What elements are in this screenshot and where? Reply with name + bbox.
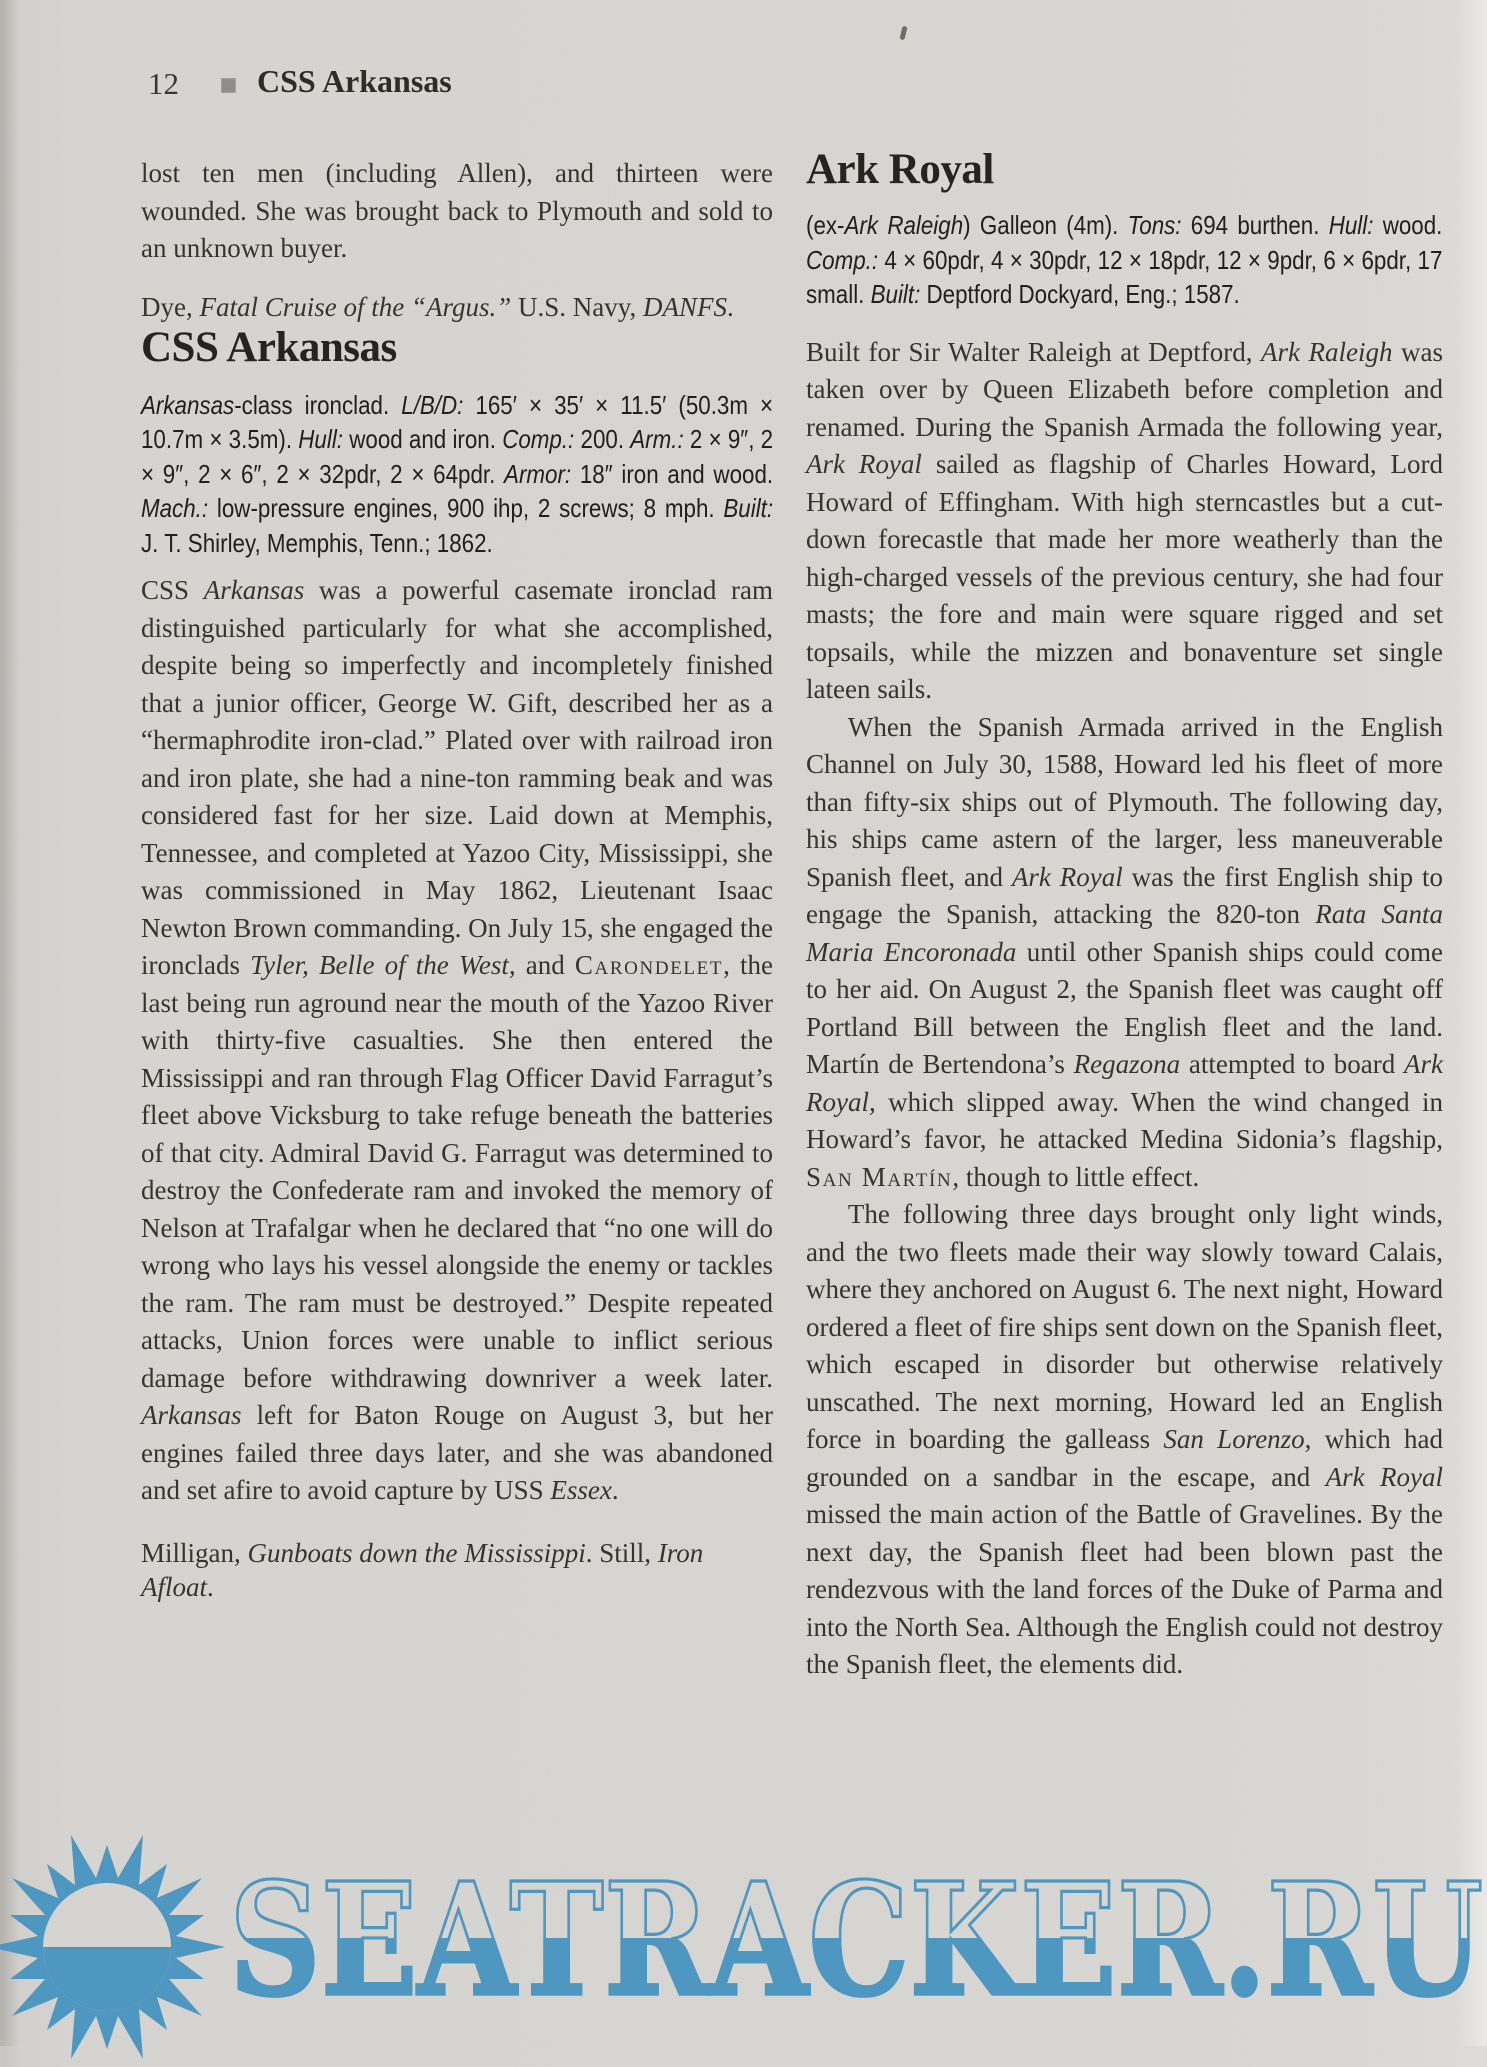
page-edge-shadow-left [0, 0, 20, 2046]
ink-speck [899, 26, 907, 41]
body-paragraph: The following three days brought only light winds, and the two fleets made their way slowly toward Calais, where they anchored on August 6. The next night, Howard ordered a fleet of fire ships sent down on the Spanish fleet, which escaped in disorder but otherwise relatively unscathed. The next morning, Howard led an English force in boarding the galleass San Lorenzo, which had grounded on a sandbar in the escape, and Ark Royal missed the main action of the Battle of Gravelines. By the next day, the Spanish fleet had been blown past the rendezvous with the land forces of the Duke of Parma and into the North Sea. Although the English could not destroy the Spanish fleet, the elements did. [806, 1199, 1444, 1679]
body-paragraph: CSS Arkansas was a powerful casemate ironclad ram distinguished particularly for what she accomplished, despite being so imperfectly and incompletely finished that a junior officer, George W. Gift, described her as a “hermaphrodite iron-clad.” Plated over with railroad iron and iron plate, she had a nine-ton ramming beak and was considered fast for her size. Laid down at Memphis, Tennessee, and completed at Yazoo City, Mississippi, she was commissioned in May 1862, Lieutenant Isaac Newton Brown commanding. On July 15, she engaged the ironclads Tyler, Belle of the West, and Carondelet, the last being run aground near the mouth of the Yazoo River with thirty-five casualties. She then entered the Mississippi and ran through Flag Officer David Farragut’s fleet above Vicksburg to take refuge beneath the batteries of that city. Admiral David G. Farragut was determined to destroy the Confederate ram and invoked the memory of Nelson at Trafalgar when he declared that “no one will do wrong who lays his vessel alongside the enemy or tackles the ram. The ram must be destroyed.” Despite repeated attacks, Union forces were unable to inflict serious damage before withdrawing downriver a week later. Arkansas left for Baton Rouge on August 3, but her engines failed three days later, and she was abandoned and set afire to avoid capture by USS Essex. [141, 575, 774, 1505]
body-paragraph: Built for Sir Walter Raleigh at Deptford, Ark Raleigh was taken over by Queen Elizabeth before completion and renamed. During the Spanish Armada the following year, Ark Royal sailed as flagship of Charles Howard, Lord Howard of Effingham. With high sterncastles but a cut-down forecastle that made her more weatherly than the high-charged vessels of the previous century, she had four masts; the fore and main were square rigged and set topsails, while the mizzen and bonaventure set single lateen sails. [806, 336, 1443, 704]
square-bullet-icon [221, 78, 236, 93]
page-edge-highlight-right [1457, 0, 1487, 2046]
ship-specs-css-arkansas: Arkansas-class ironclad. L/B/D: 165′ × 35′ × 11.5′ (50.3m × 10.7m × 3.5m). Hull: wood and iron. Comp.: 200. Arm.: 2 × 9″, 2 × 9″, 2 × 6″, 2 × 32pdr, 2 × 64pdr. Armor: 18″ iron and wood. Mach.: low-pressure engines, 900 ihp, 2 screws; 8 mph. Built: J. T. Shirley, Memphis, Tenn.; 1862. [141, 389, 774, 558]
intro-bibliography: Dye, Fatal Cruise of the “Argus.” U.S. Navy, DANFS. [141, 291, 734, 322]
sun-icon [0, 1827, 227, 2067]
left-column [141, 155, 773, 1604]
body-paragraph: When the Spanish Armada arrived in the English Channel on July 30, 1588, Howard led his fleet of more than fifty-six ships out of Plymouth. The following day, his ships came astern of the larger, less maneuverable Spanish fleet, and Ark Royal was the first English ship to engage the Spanish, attacking the 820-ton Rata Santa Maria Encoronada until other Spanish ships could come to her aid. On August 2, the Spanish fleet was caught off Portland Bill between the English fleet and the land. Martín de Bertendona’s Regazona attempted to board Ark Royal, which slipped away. When the wind changed in Howard’s favor, he attacked Medina Sidonia’s flagship, San Martín, though to little effect. [806, 711, 1444, 1192]
article-heading-css-arkansas: CSS Arkansas [141, 323, 397, 371]
intro-paragraph: lost ten men (including Allen), and thirteen were wounded. She was brought back to Plymouth and sold to an unknown buyer. [141, 158, 773, 263]
running-header-title: CSS Arkansas [257, 63, 452, 99]
article-bibliography-css-arkansas: Milligan, Gunboats down the Mississippi. Still, Iron Afloat. [141, 1537, 704, 1602]
ship-specs-ark-royal: (ex-Ark Raleigh) Galleon (4m). Tons: 694 burthen. Hull: wood. Comp.: 4 × 60pdr, 4 × 30pdr, 12 × 18pdr, 12 × 9pdr, 6 × 6pdr, 17 small. Built: Deptford Dockyard, Eng.; 1587. [806, 210, 1443, 309]
article-body-ark-royal [806, 334, 1443, 1684]
article-heading-ark-royal: Ark Royal [806, 146, 994, 193]
right-column [806, 146, 1443, 1684]
article-body-css-arkansas [141, 572, 773, 1510]
watermark-text: SEATRACKER.RU [229, 1848, 1483, 2031]
watermark [0, 1820, 1487, 2046]
page-number: 12 [148, 66, 179, 101]
